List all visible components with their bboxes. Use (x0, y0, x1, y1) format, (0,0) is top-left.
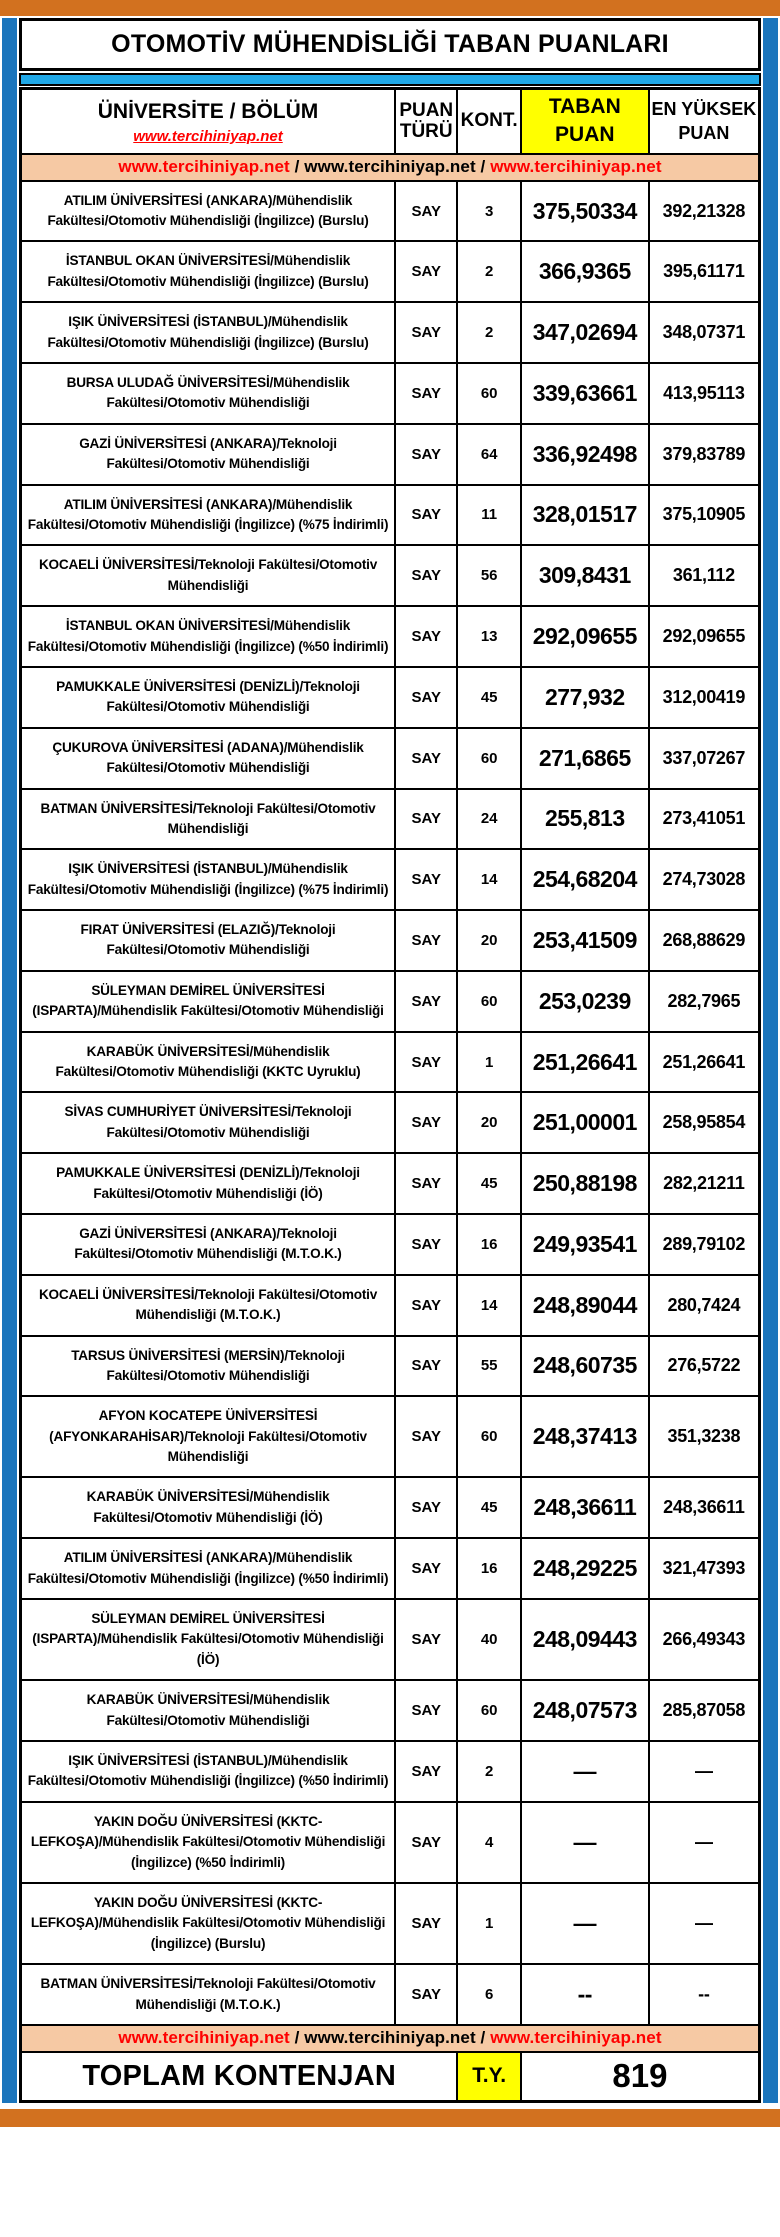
highest-score-cell: 392,21328 (649, 181, 760, 242)
table-row (21, 1599, 760, 1680)
base-score-cell: 347,02694 (521, 302, 649, 363)
table-row (21, 910, 760, 971)
university-cell: IŞIK ÜNİVERSİTESİ (İSTANBUL)/Mühendislik Fakültesi/Otomotiv Mühendisliği (İngilizce) (Burslu) (21, 302, 396, 363)
university-cell: FIRAT ÜNİVERSİTESİ (ELAZIĞ)/Teknoloji Fakültesi/Otomotiv Mühendisliği (21, 910, 396, 971)
quota-cell: 56 (457, 545, 520, 606)
score-type-cell: SAY (395, 363, 457, 424)
highest-score-cell: 276,5722 (649, 1336, 760, 1397)
base-score-cell: 375,50334 (521, 181, 649, 242)
highest-score-cell: 280,7424 (649, 1275, 760, 1336)
university-cell: BATMAN ÜNİVERSİTESİ/Teknoloji Fakültesi/Otomotiv Mühendisliği (M.T.O.K.) (21, 1964, 396, 2025)
score-type-cell: SAY (395, 789, 457, 850)
base-score-cell: 248,36611 (521, 1477, 649, 1538)
table-row (21, 424, 760, 485)
base-score-cell: 248,89044 (521, 1275, 649, 1336)
highest-score-cell: 292,09655 (649, 606, 760, 667)
table-row (21, 1092, 760, 1153)
banner-link-2[interactable]: www.tercihiniyap.net (304, 2027, 476, 2047)
banner-separator: / (475, 2027, 491, 2047)
highest-score-cell: 285,87058 (649, 1680, 760, 1741)
university-cell: YAKIN DOĞU ÜNİVERSİTESİ (KKTC-LEFKOŞA)/Mühendislik Fakültesi/Otomotiv Mühendisliği (İngilizce) (Burslu) (21, 1883, 396, 1964)
quota-cell: 14 (457, 849, 520, 910)
highest-score-cell: 282,21211 (649, 1153, 760, 1214)
highest-score-cell: 273,41051 (649, 789, 760, 850)
university-cell: IŞIK ÜNİVERSİTESİ (İSTANBUL)/Mühendislik Fakültesi/Otomotiv Mühendisliği (İngilizce) (%50 İndirimli) (21, 1741, 396, 1802)
banner-link-1[interactable]: www.tercihiniyap.net (118, 2027, 290, 2047)
university-cell: ATILIM ÜNİVERSİTESİ (ANKARA)/Mühendislik Fakültesi/Otomotiv Mühendisliği (İngilizce) (%50 İndirimli) (21, 1538, 396, 1599)
quota-cell: 16 (457, 1214, 520, 1275)
score-type-cell: SAY (395, 1396, 457, 1477)
university-cell: GAZİ ÜNİVERSİTESİ (ANKARA)/Teknoloji Fakültesi/Otomotiv Mühendisliği (M.T.O.K.) (21, 1214, 396, 1275)
highest-score-cell: 361,112 (649, 545, 760, 606)
highest-score-cell: 413,95113 (649, 363, 760, 424)
quota-cell: 60 (457, 1680, 520, 1741)
highest-score-cell: 266,49343 (649, 1599, 760, 1680)
score-type-cell: SAY (395, 1092, 457, 1153)
right-blue-edge (763, 18, 778, 2103)
university-cell: PAMUKKALE ÜNİVERSİTESİ (DENİZLİ)/Teknoloji Fakültesi/Otomotiv Mühendisliği (İÖ) (21, 1153, 396, 1214)
score-type-cell: SAY (395, 728, 457, 789)
base-score-cell: 271,6865 (521, 728, 649, 789)
highest-score-cell: — (649, 1802, 760, 1883)
table-row (21, 302, 760, 363)
score-type-cell: SAY (395, 1883, 457, 1964)
header-university (21, 89, 396, 154)
university-cell: SİVAS CUMHURİYET ÜNİVERSİTESİ/Teknoloji Fakültesi/Otomotiv Mühendisliği (21, 1092, 396, 1153)
quota-cell: 20 (457, 1092, 520, 1153)
base-score-cell: 366,9365 (521, 241, 649, 302)
table-row (21, 728, 760, 789)
table-head-section (21, 89, 760, 181)
banner-row-bottom (21, 2025, 760, 2052)
quota-cell: 40 (457, 1599, 520, 1680)
highest-score-cell: 348,07371 (649, 302, 760, 363)
table-row (21, 971, 760, 1032)
table-row (21, 1741, 760, 1802)
table-row (21, 1153, 760, 1214)
highest-score-cell: 274,73028 (649, 849, 760, 910)
banner-separator: / (289, 156, 305, 176)
score-type-cell: SAY (395, 1680, 457, 1741)
quota-cell: 60 (457, 1396, 520, 1477)
score-type-cell: SAY (395, 1964, 457, 2025)
base-score-cell: 328,01517 (521, 485, 649, 546)
university-cell: İSTANBUL OKAN ÜNİVERSİTESİ/Mühendislik Fakültesi/Otomotiv Mühendisliği (İngilizce) (%50 İndirimli) (21, 606, 396, 667)
university-cell: ATILIM ÜNİVERSİTESİ (ANKARA)/Mühendislik Fakültesi/Otomotiv Mühendisliği (İngilizce) (%75 İndirimli) (21, 485, 396, 546)
table-row (21, 1336, 760, 1397)
banner-link-3[interactable]: www.tercihiniyap.net (490, 2027, 662, 2047)
base-score-cell: 277,932 (521, 667, 649, 728)
table-row (21, 606, 760, 667)
table-row (21, 667, 760, 728)
table-row (21, 363, 760, 424)
quota-cell: 3 (457, 181, 520, 242)
university-cell: KARABÜK ÜNİVERSİTESİ/Mühendislik Fakültesi/Otomotiv Mühendisliği (21, 1680, 396, 1741)
highest-score-cell: 258,95854 (649, 1092, 760, 1153)
table-row (21, 485, 760, 546)
table-row (21, 1396, 760, 1477)
score-type-cell: SAY (395, 606, 457, 667)
table-foot-section (21, 2025, 760, 2102)
quota-cell: 14 (457, 1275, 520, 1336)
quota-cell: 2 (457, 241, 520, 302)
table-row (21, 1964, 760, 2025)
highest-score-cell: 321,47393 (649, 1538, 760, 1599)
base-score-cell: 248,09443 (521, 1599, 649, 1680)
quota-cell: 45 (457, 667, 520, 728)
banner-row-top (21, 154, 760, 181)
score-type-cell: SAY (395, 1599, 457, 1680)
total-quota-value: 819 (521, 2052, 760, 2102)
base-score-cell: 249,93541 (521, 1214, 649, 1275)
score-type-cell: SAY (395, 241, 457, 302)
university-cell: SÜLEYMAN DEMİREL ÜNİVERSİTESİ (ISPARTA)/Mühendislik Fakültesi/Otomotiv Mühendisliği (21, 971, 396, 1032)
total-score-type-badge: T.Y. (457, 2052, 520, 2102)
table-row (21, 1032, 760, 1093)
base-score-cell: 309,8431 (521, 545, 649, 606)
quota-cell: 1 (457, 1032, 520, 1093)
table-row (21, 545, 760, 606)
quota-cell: 20 (457, 910, 520, 971)
top-orange-bar (0, 0, 780, 16)
table-row (21, 1883, 760, 1964)
base-score-cell: 253,0239 (521, 971, 649, 1032)
score-type-cell: SAY (395, 302, 457, 363)
base-score-cell: — (521, 1802, 649, 1883)
highest-score-cell: — (649, 1741, 760, 1802)
score-type-cell: SAY (395, 971, 457, 1032)
base-score-cell: 339,63661 (521, 363, 649, 424)
highest-score-cell: 395,61171 (649, 241, 760, 302)
base-score-cell: — (521, 1741, 649, 1802)
banner-link-3[interactable]: www.tercihiniyap.net (490, 156, 662, 176)
score-type-cell: SAY (395, 1214, 457, 1275)
quota-cell: 60 (457, 363, 520, 424)
base-score-cell: 255,813 (521, 789, 649, 850)
url-banner-top (21, 154, 760, 181)
cyan-divider-band (19, 73, 761, 86)
highest-score-cell: 379,83789 (649, 424, 760, 485)
banner-link-1[interactable]: www.tercihiniyap.net (118, 156, 290, 176)
highest-score-cell: 375,10905 (649, 485, 760, 546)
university-cell: KARABÜK ÜNİVERSİTESİ/Mühendislik Fakültesi/Otomotiv Mühendisliği (İÖ) (21, 1477, 396, 1538)
base-score-cell: 248,37413 (521, 1396, 649, 1477)
university-cell: KARABÜK ÜNİVERSİTESİ/Mühendislik Fakültesi/Otomotiv Mühendisliği (KKTC Uyruklu) (21, 1032, 396, 1093)
university-cell: BURSA ULUDAĞ ÜNİVERSİTESİ/Mühendislik Fakültesi/Otomotiv Mühendisliği (21, 363, 396, 424)
banner-link-2[interactable]: www.tercihiniyap.net (304, 156, 476, 176)
quota-cell: 2 (457, 1741, 520, 1802)
university-cell: ÇUKUROVA ÜNİVERSİTESİ (ADANA)/Mühendislik Fakültesi/Otomotiv Mühendisliği (21, 728, 396, 789)
university-cell: SÜLEYMAN DEMİREL ÜNİVERSİTESİ (ISPARTA)/Mühendislik Fakültesi/Otomotiv Mühendisliği (İÖ) (21, 1599, 396, 1680)
score-type-cell: SAY (395, 1741, 457, 1802)
score-type-cell: SAY (395, 1153, 457, 1214)
header-university-label: ÜNİVERSİTE / BÖLÜM (97, 99, 319, 123)
base-score-cell: -- (521, 1964, 649, 2025)
university-cell: PAMUKKALE ÜNİVERSİTESİ (DENİZLİ)/Teknoloji Fakültesi/Otomotiv Mühendisliği (21, 667, 396, 728)
university-cell: KOCAELİ ÜNİVERSİTESİ/Teknoloji Fakültesi/Otomotiv Mühendisliği (21, 545, 396, 606)
base-score-cell: 292,09655 (521, 606, 649, 667)
score-type-cell: SAY (395, 1538, 457, 1599)
university-cell: İSTANBUL OKAN ÜNİVERSİTESİ/Mühendislik Fakültesi/Otomotiv Mühendisliği (İngilizce) (Burslu) (21, 241, 396, 302)
quota-cell: 24 (457, 789, 520, 850)
quota-cell: 4 (457, 1802, 520, 1883)
table-row (21, 241, 760, 302)
quota-cell: 60 (457, 728, 520, 789)
highest-score-cell: 351,3238 (649, 1396, 760, 1477)
score-type-cell: SAY (395, 849, 457, 910)
highest-score-cell: 248,36611 (649, 1477, 760, 1538)
header-base-score: TABAN PUAN (521, 89, 649, 154)
score-type-cell: SAY (395, 1336, 457, 1397)
bottom-orange-bar (0, 2109, 780, 2127)
quota-cell: 6 (457, 1964, 520, 2025)
banner-separator: / (289, 2027, 305, 2047)
table-row (21, 181, 760, 242)
header-row (21, 89, 760, 154)
base-score-cell: 336,92498 (521, 424, 649, 485)
highest-score-cell: 282,7965 (649, 971, 760, 1032)
university-cell: IŞIK ÜNİVERSİTESİ (İSTANBUL)/Mühendislik Fakültesi/Otomotiv Mühendisliği (İngilizce) (%75 İndirimli) (21, 849, 396, 910)
table-row (21, 1680, 760, 1741)
table-row (21, 1477, 760, 1538)
score-type-cell: SAY (395, 1477, 457, 1538)
highest-score-cell: 312,00419 (649, 667, 760, 728)
quota-cell: 11 (457, 485, 520, 546)
banner-separator: / (475, 156, 491, 176)
university-cell: KOCAELİ ÜNİVERSİTESİ/Teknoloji Fakültesi/Otomotiv Mühendisliği (M.T.O.K.) (21, 1275, 396, 1336)
table-row (21, 1802, 760, 1883)
table-row (21, 1538, 760, 1599)
quota-cell: 45 (457, 1477, 520, 1538)
quota-cell: 1 (457, 1883, 520, 1964)
highest-score-cell: 251,26641 (649, 1032, 760, 1093)
university-cell: GAZİ ÜNİVERSİTESİ (ANKARA)/Teknoloji Fakültesi/Otomotiv Mühendisliği (21, 424, 396, 485)
total-row (21, 2052, 760, 2102)
base-score-cell: — (521, 1883, 649, 1964)
highest-score-cell: 337,07267 (649, 728, 760, 789)
base-score-cell: 251,26641 (521, 1032, 649, 1093)
base-score-cell: 248,07573 (521, 1680, 649, 1741)
table-row (21, 849, 760, 910)
header-website-link[interactable]: www.tercihiniyap.net (133, 127, 283, 145)
total-label: TOPLAM KONTENJAN (21, 2052, 458, 2102)
score-type-cell: SAY (395, 485, 457, 546)
scores-table (19, 87, 761, 2103)
score-type-cell: SAY (395, 1032, 457, 1093)
score-type-cell: SAY (395, 181, 457, 242)
university-cell: TARSUS ÜNİVERSİTESİ (MERSİN)/Teknoloji Fakültesi/Otomotiv Mühendisliği (21, 1336, 396, 1397)
base-score-cell: 248,29225 (521, 1538, 649, 1599)
base-score-cell: 253,41509 (521, 910, 649, 971)
header-highest-score: EN YÜKSEK PUAN (649, 89, 760, 154)
base-score-cell: 254,68204 (521, 849, 649, 910)
quota-cell: 64 (457, 424, 520, 485)
page-title: OTOMOTİV MÜHENDİSLİĞİ TABAN PUANLARI (19, 18, 761, 71)
score-type-cell: SAY (395, 545, 457, 606)
university-cell: BATMAN ÜNİVERSİTESİ/Teknoloji Fakültesi/Otomotiv Mühendisliği (21, 789, 396, 850)
header-quota: KONT. (457, 89, 520, 154)
url-banner-bottom (21, 2025, 760, 2052)
table-row (21, 1275, 760, 1336)
base-score-cell: 251,00001 (521, 1092, 649, 1153)
score-type-cell: SAY (395, 1275, 457, 1336)
score-type-cell: SAY (395, 910, 457, 971)
content (17, 18, 763, 2103)
score-type-cell: SAY (395, 424, 457, 485)
quota-cell: 2 (457, 302, 520, 363)
base-score-cell: 250,88198 (521, 1153, 649, 1214)
highest-score-cell: 268,88629 (649, 910, 760, 971)
quota-cell: 55 (457, 1336, 520, 1397)
score-type-cell: SAY (395, 667, 457, 728)
left-blue-edge (2, 18, 17, 2103)
highest-score-cell: — (649, 1883, 760, 1964)
quota-cell: 45 (457, 1153, 520, 1214)
university-cell: YAKIN DOĞU ÜNİVERSİTESİ (KKTC-LEFKOŞA)/Mühendislik Fakültesi/Otomotiv Mühendisliği (İngilizce) (%50 İndirimli) (21, 1802, 396, 1883)
quota-cell: 60 (457, 971, 520, 1032)
table-body (21, 181, 760, 2025)
university-cell: AFYON KOCATEPE ÜNİVERSİTESİ (AFYONKARAHİSAR)/Teknoloji Fakültesi/Otomotiv Mühendisliği (21, 1396, 396, 1477)
quota-cell: 13 (457, 606, 520, 667)
score-type-cell: SAY (395, 1802, 457, 1883)
table-row (21, 1214, 760, 1275)
highest-score-cell: 289,79102 (649, 1214, 760, 1275)
university-cell: ATILIM ÜNİVERSİTESİ (ANKARA)/Mühendislik Fakültesi/Otomotiv Mühendisliği (İngilizce) (Burslu) (21, 181, 396, 242)
header-score-type: PUAN TÜRÜ (395, 89, 457, 154)
base-score-cell: 248,60735 (521, 1336, 649, 1397)
highest-score-cell: -- (649, 1964, 760, 2025)
quota-cell: 16 (457, 1538, 520, 1599)
table-row (21, 789, 760, 850)
